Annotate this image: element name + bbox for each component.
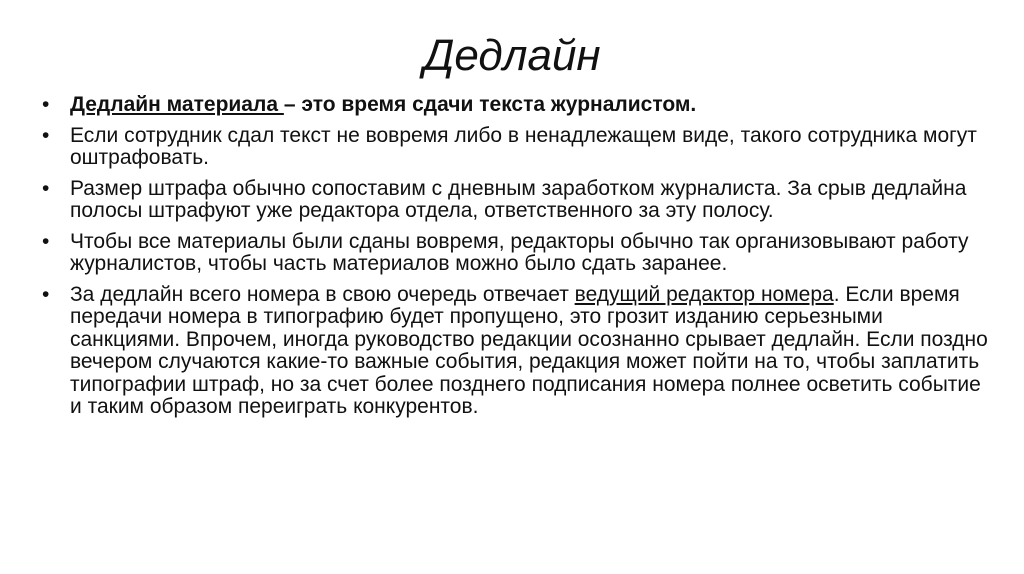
bullet-item-fine [40, 125, 990, 170]
bullet-text: Если сотрудник сдал текст не вовремя либо в ненадлежащем виде, такого сотрудника могут оштрафовать. [70, 123, 977, 169]
bullet-text-before: За дедлайн всего номера в свою очередь отвечает [70, 282, 575, 306]
bullet-text-after: . Если время передачи номера в типографию будет пропущено, это грозит изданию серьезными санкциями. Впрочем, иногда руководство редакции осознанно срывает дедлайн. Если поздно вечером случаются какие-то важные события, редакция может пойти на то, чтобы заплатить типографии штраф, но за счет более позднего подписания номера полнее осветить событие и таким образом переиграть конкурентов. [70, 282, 988, 418]
bullet-item-issue-deadline [40, 284, 990, 419]
bullet-item-fine-size [40, 178, 990, 223]
bullet-text: Чтобы все материалы были сданы вовремя, редакторы обычно так организовывают работу журналистов, чтобы часть материалов можно было сдать заранее. [70, 229, 969, 275]
term-underlined: Дедлайн материала [70, 93, 284, 116]
slide-title: Дедлайн [423, 31, 601, 80]
lead-editor-link[interactable]: ведущий редактор номера [574, 282, 834, 306]
bullet-text: Размер штрафа обычно сопоставим с дневным заработком журналиста. За срыв дедлайна полосы штрафуют уже редактора отдела, ответственного за эту полосу. [70, 176, 967, 222]
bullet-marker: • [42, 123, 50, 147]
bullet-marker: • [42, 229, 50, 253]
bullet-marker: • [42, 176, 50, 200]
bullet-marker: • [42, 282, 50, 306]
bullet-item-deadline-definition [40, 94, 990, 117]
bullet-list [40, 94, 990, 427]
bullet-marker: • [42, 93, 50, 116]
bullet-item-organization [40, 231, 990, 276]
definition-text: – это время сдачи текста журналистом. [283, 93, 697, 116]
